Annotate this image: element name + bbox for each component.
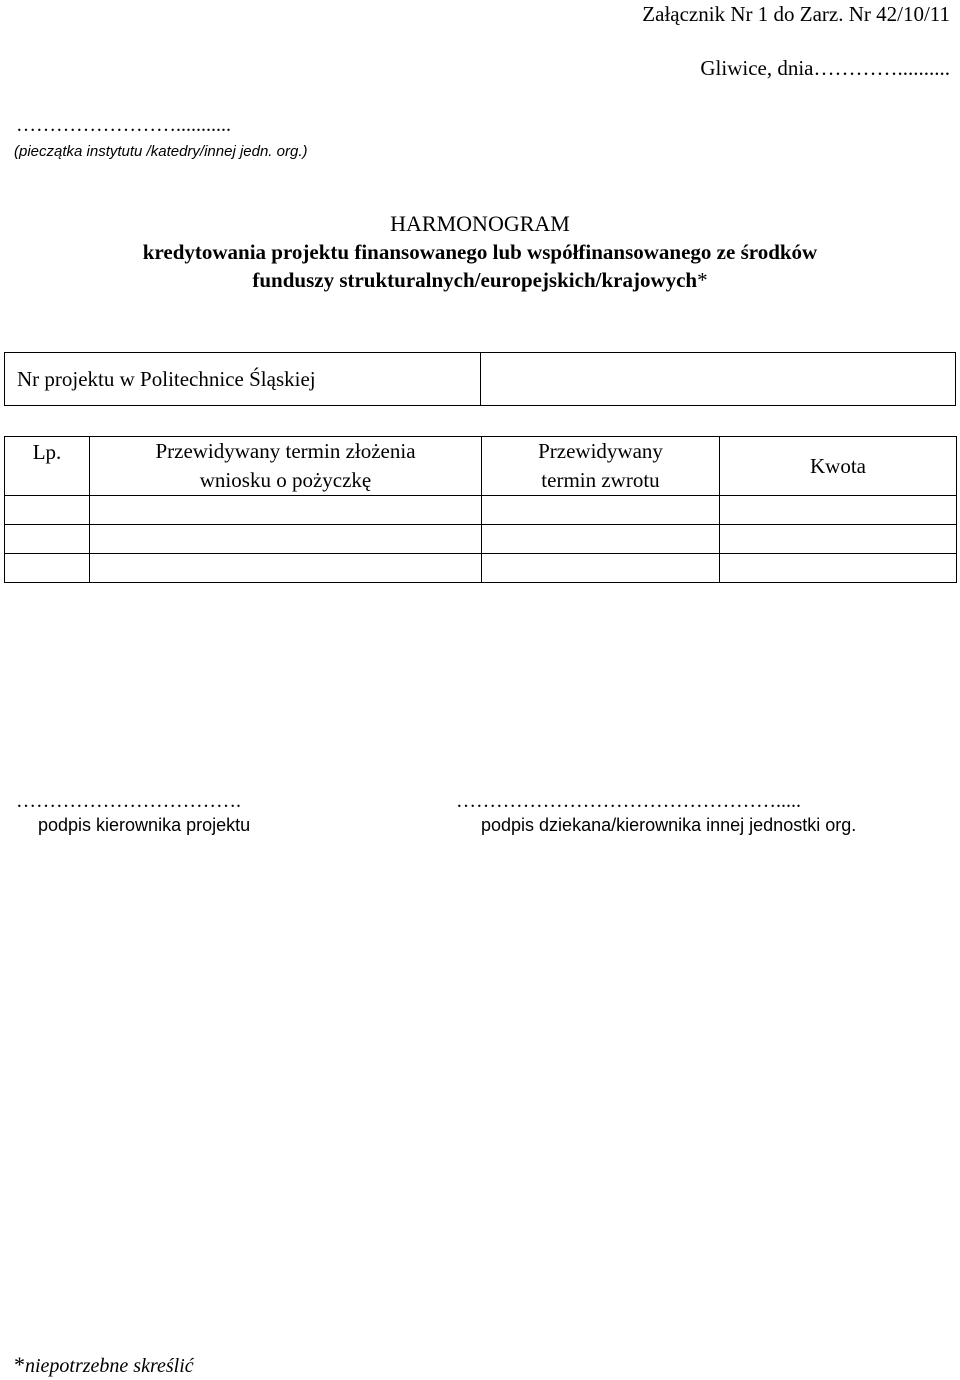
cell-amount[interactable] [720,525,957,554]
cell-submit-date[interactable] [90,496,482,525]
cell-return-date[interactable] [482,496,720,525]
cell-lp[interactable] [5,554,90,583]
header-return-line-2: termin zwrotu [541,468,660,492]
footnote-star: * [14,1352,25,1377]
project-manager-signature-label: podpis kierownika projektu [38,815,251,835]
header-lp-text: Lp. [32,439,62,464]
header-submit-line-2: wniosku o pożyczkę [199,468,372,492]
cell-amount[interactable] [720,496,957,525]
project-manager-signature-dots: ……………………………. [16,790,241,812]
table-row [5,525,957,554]
cell-return-date[interactable] [482,554,720,583]
header-submit-line-1: Przewidywany termin złożenia [155,439,416,463]
table-row [5,554,957,583]
cell-amount[interactable] [720,554,957,583]
footnote-text: niepotrzebne skreślić [25,1355,194,1377]
document-title-block [0,210,960,294]
header-return-line-1: Przewidywany [538,439,663,463]
annex-reference: Załącznik Nr 1 do Zarz. Nr 42/10/11 [642,2,950,26]
document-subtitle-line-1: kredytowania projektu finansowanego lub współfinansowanego ze środków [142,240,818,264]
cell-return-date[interactable] [482,525,720,554]
schedule-table [4,436,957,583]
document-title: HARMONOGRAM [390,211,570,236]
header-return-date [482,437,720,496]
subtitle-footnote-mark: * [697,268,708,292]
header-submit-date [90,437,482,496]
subtitle-line-2-text: funduszy strukturalnych/europejskich/krajowych [252,268,698,292]
header-lp [5,437,90,496]
project-number-box [4,352,956,406]
project-number-label: Nr projektu w Politechnice Śląskiej [5,353,481,405]
table-row [5,496,957,525]
table-header-row [5,437,957,496]
place-date-line: Gliwice, dnia………….......... [700,56,950,80]
cell-submit-date[interactable] [90,525,482,554]
dean-signature-dots: …………………………………………..... [456,790,801,812]
cell-submit-date[interactable] [90,554,482,583]
cell-lp[interactable] [5,496,90,525]
header-amount: Kwota [720,437,957,496]
project-number-field[interactable] [481,353,955,405]
stamp-placeholder-dots: ……………………........... [16,114,231,136]
document-subtitle-line-2 [0,266,960,294]
dean-signature-label: podpis dziekana/kierownika innej jednostki org. [481,815,857,835]
footnote [14,1352,194,1378]
stamp-caption: (pieczątka instytutu /katedry/innej jedn. org.) [14,143,308,160]
cell-lp[interactable] [5,525,90,554]
